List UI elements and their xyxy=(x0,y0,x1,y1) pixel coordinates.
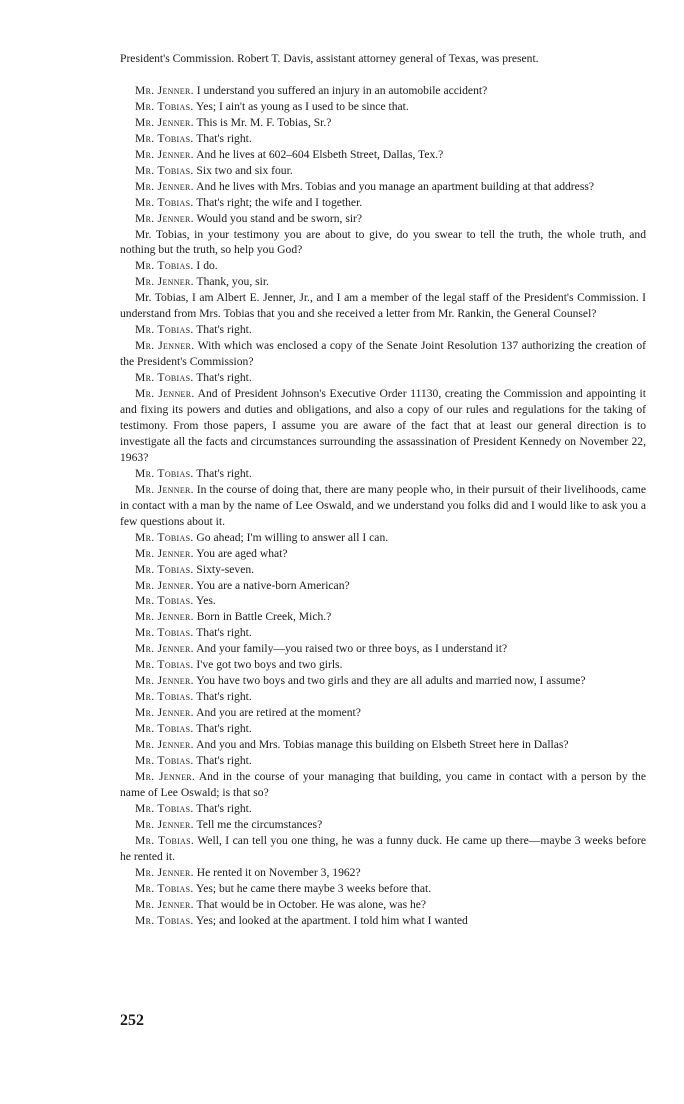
speaker-label: Mr. Jenner. xyxy=(135,897,194,911)
dialogue-text: Yes; but he came there maybe 3 weeks before that. xyxy=(193,881,432,895)
dialogue-line xyxy=(120,593,646,609)
dialogue-line xyxy=(120,753,646,769)
dialogue-text: Would you stand and be sworn, sir? xyxy=(193,211,363,225)
dialogue-text: That's right. xyxy=(193,466,252,480)
dialogue-text: You have two boys and two girls and they are all adults and married now, I assume? xyxy=(193,674,586,688)
dialogue-line xyxy=(120,578,646,594)
speaker-label: Mr. Tobias. xyxy=(135,195,194,209)
dialogue-text: That's right. xyxy=(193,690,252,704)
dialogue-line xyxy=(120,131,646,147)
speaker-label: Mr. Jenner. xyxy=(135,147,194,161)
dialogue-line xyxy=(120,147,646,163)
speaker-label: Mr. Jenner. xyxy=(135,578,194,592)
speaker-label: Mr. Tobias. xyxy=(135,466,194,480)
speaker-label: Mr. Jenner. xyxy=(135,642,194,656)
dialogue-text: Mr. Tobias, I am Albert E. Jenner, Jr., and I am a member of the legal staff of the President's Commission. I understand from Mrs. Tobias that you and she received a letter from Mr. Rankin, the General Counsel? xyxy=(120,291,646,321)
dialogue-text: I do. xyxy=(193,259,218,273)
dialogue-line xyxy=(120,737,646,753)
dialogue-text: I understand you suffered an injury in an automobile accident? xyxy=(193,83,488,97)
dialogue-line xyxy=(120,530,646,546)
speaker-label: Mr. Tobias. xyxy=(135,163,194,177)
dialogue-line xyxy=(120,673,646,689)
speaker-label: Mr. Jenner. xyxy=(135,83,194,97)
dialogue-text: And of President Johnson's Executive Order 11130, creating the Commission and appointing it and fixing its powers and duties and obligations, and also a copy of our rules and regulations for the taking of testimony. From those papers, I assume you are aware of the fact that at least our general direction is to investigate all the facts and circumstances surrounding the assassination of President Kennedy on November 22, 1963? xyxy=(120,387,646,464)
dialogue-text: That's right. xyxy=(193,801,252,815)
dialogue-line xyxy=(120,179,646,195)
dialogue-line xyxy=(120,195,646,211)
dialogue-line xyxy=(120,865,646,881)
dialogue-line xyxy=(120,83,646,99)
dialogue-text: That's right. xyxy=(193,323,252,337)
dialogue-text: I've got two boys and two girls. xyxy=(193,658,343,672)
dialogue-line xyxy=(120,833,646,865)
speaker-label: Mr. Jenner. xyxy=(135,482,194,496)
document-page xyxy=(120,51,646,928)
dialogue-line xyxy=(120,817,646,833)
dialogue-line xyxy=(120,562,646,578)
speaker-label: Mr. Jenner. xyxy=(135,546,194,560)
speaker-label: Mr. Tobias. xyxy=(135,594,194,608)
paragraph-gap xyxy=(120,67,646,83)
speaker-label: Mr. Tobias. xyxy=(135,833,195,847)
speaker-label: Mr. Jenner. xyxy=(135,769,196,783)
speaker-label: Mr. Tobias. xyxy=(135,722,194,736)
speaker-label: Mr. Jenner. xyxy=(135,610,194,624)
dialogue-line xyxy=(120,227,646,259)
dialogue-line xyxy=(120,211,646,227)
dialogue-line xyxy=(120,99,646,115)
dialogue-line xyxy=(120,258,646,274)
speaker-label: Mr. Tobias. xyxy=(135,259,194,273)
speaker-label: Mr. Jenner. xyxy=(135,706,194,720)
dialogue-text: That's right. xyxy=(193,626,252,640)
speaker-label: Mr. Tobias. xyxy=(135,658,194,672)
dialogue-text: This is Mr. M. F. Tobias, Sr.? xyxy=(193,115,332,129)
dialogue-line xyxy=(120,881,646,897)
dialogue-line xyxy=(120,689,646,705)
dialogue-text: Born in Battle Creek, Mich.? xyxy=(193,610,332,624)
dialogue-line xyxy=(120,721,646,737)
dialogue-line xyxy=(120,370,646,386)
dialogue-text: You are a native-born American? xyxy=(193,578,350,592)
dialogue-text: He rented it on November 3, 1962? xyxy=(193,865,361,879)
speaker-label: Mr. Tobias. xyxy=(135,913,194,927)
speaker-label: Mr. Jenner. xyxy=(135,339,195,353)
speaker-label: Mr. Tobias. xyxy=(135,690,194,704)
dialogue-text: Yes; and looked at the apartment. I told him what I wanted xyxy=(193,913,468,927)
speaker-label: Mr. Jenner. xyxy=(135,387,195,401)
dialogue-line xyxy=(120,322,646,338)
dialogue-line xyxy=(120,705,646,721)
speaker-label: Mr. Tobias. xyxy=(135,530,194,544)
dialogue-text: That's right. xyxy=(193,753,252,767)
dialogue-text: Well, I can tell you one thing, he was a funny duck. He came up there—maybe 3 weeks before he rented it. xyxy=(120,833,646,863)
dialogue-line xyxy=(120,641,646,657)
dialogue-line xyxy=(120,657,646,673)
dialogue-line xyxy=(120,546,646,562)
dialogue-line xyxy=(120,482,646,530)
speaker-label: Mr. Tobias. xyxy=(135,753,194,767)
speaker-label: Mr. Tobias. xyxy=(135,323,194,337)
dialogue-line xyxy=(120,290,646,322)
dialogue-line xyxy=(120,466,646,482)
dialogue-text: With which was enclosed a copy of the Senate Joint Resolution 137 authorizing the creation of the President's Commission? xyxy=(120,339,646,369)
speaker-label: Mr. Jenner. xyxy=(135,179,194,193)
dialogue-line xyxy=(120,386,646,466)
dialogue-line xyxy=(120,163,646,179)
speaker-label: Mr. Jenner. xyxy=(135,115,194,129)
speaker-label: Mr. Tobias. xyxy=(135,801,194,815)
dialogue-text: Yes. xyxy=(193,594,216,608)
speaker-label: Mr. Tobias. xyxy=(135,371,194,385)
dialogue-line xyxy=(120,769,646,801)
speaker-label: Mr. Tobias. xyxy=(135,626,194,640)
dialogue-line xyxy=(120,274,646,290)
dialogue-line xyxy=(120,897,646,913)
speaker-label: Mr. Jenner. xyxy=(135,211,194,225)
speaker-label: Mr. Jenner. xyxy=(135,674,194,688)
intro-paragraph: President's Commission. Robert T. Davis, assistant attorney general of Texas, was present. xyxy=(120,52,539,65)
speaker-label: Mr. Tobias. xyxy=(135,131,194,145)
dialogue-text: And you are retired at the moment? xyxy=(193,706,361,720)
dialogue-text: Mr. Tobias, in your testimony you are about to give, do you swear to tell the truth, the whole truth, and nothing but the truth, so help you God? xyxy=(120,227,646,257)
dialogue-text: Six two and six four. xyxy=(193,163,293,177)
dialogue-line xyxy=(120,913,646,929)
dialogue-text: You are aged what? xyxy=(193,546,288,560)
dialogue-text: Thank, you, sir. xyxy=(193,275,269,289)
speaker-label: Mr. Tobias. xyxy=(135,99,194,113)
dialogue-line xyxy=(120,115,646,131)
dialogue-text: Tell me the circumstances? xyxy=(193,817,323,831)
dialogue-text: That's right; the wife and I together. xyxy=(193,195,363,209)
dialogue-text: And your family—you raised two or three boys, as I understand it? xyxy=(193,642,508,656)
speaker-label: Mr. Jenner. xyxy=(135,738,194,752)
dialogue-line xyxy=(120,625,646,641)
dialogue-text: And he lives at 602–604 Elsbeth Street, Dallas, Tex.? xyxy=(193,147,444,161)
page-number: 252 xyxy=(120,1012,144,1029)
dialogue-line xyxy=(120,609,646,625)
speaker-label: Mr. Tobias. xyxy=(135,881,194,895)
dialogue-text: In the course of doing that, there are many people who, in their pursuit of their livelihoods, came in contact with a man by the name of Lee Oswald, and we understand you folks did and I would like to ask you a few questions about it. xyxy=(120,482,646,528)
dialogue-text: That's right. xyxy=(193,131,252,145)
dialogue-line xyxy=(120,338,646,370)
speaker-label: Mr. Jenner. xyxy=(135,275,194,289)
dialogue-text: Yes; I ain't as young as I used to be since that. xyxy=(193,99,409,113)
dialogue-line xyxy=(120,801,646,817)
speaker-label: Mr. Tobias. xyxy=(135,562,194,576)
speaker-label: Mr. Jenner. xyxy=(135,817,194,831)
dialogue-text: And you and Mrs. Tobias manage this building on Elsbeth Street here in Dallas? xyxy=(193,738,569,752)
dialogue-text: Go ahead; I'm willing to answer all I can. xyxy=(193,530,389,544)
dialogue-text: And in the course of your managing that building, you came in contact with a person by the name of Lee Oswald; is that so? xyxy=(120,769,646,799)
dialogue-text: That's right. xyxy=(193,371,252,385)
dialogue-text: Sixty-seven. xyxy=(193,562,255,576)
dialogue-text: That would be in October. He was alone, was he? xyxy=(193,897,427,911)
dialogue-text: And he lives with Mrs. Tobias and you manage an apartment building at that address? xyxy=(193,179,594,193)
speaker-label: Mr. Jenner. xyxy=(135,865,194,879)
dialogue-text: That's right. xyxy=(193,722,252,736)
testimony-dialogue xyxy=(120,83,646,929)
